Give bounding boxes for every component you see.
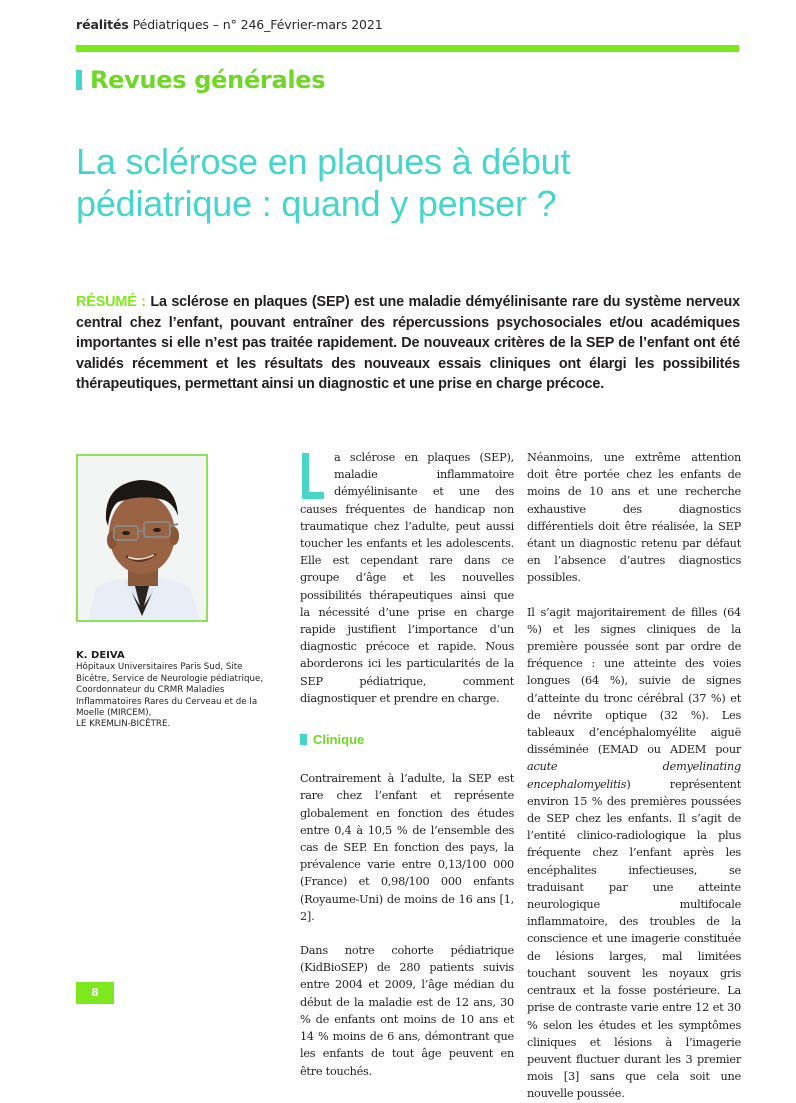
clinical-signs-italic: acute demyelinating encephalomyelitis [527, 760, 741, 791]
abstract-text: La sclérose en plaques (SEP) est une maladie démyélinisante rare du système nerveux central chez l’enfant, pouvant entraîner des répercussions psychosociales et/ou académiques importantes si elle n’est pas traitée rapidement. De nouveaux critères de la SEP de l’enfant ont été validés récemment et les résultats des nouveaux essais cliniques ont élargi les possibilités thérapeutiques, permettant ainsi un diagnostic et une prise en charge précoce. [76, 294, 740, 392]
subheading-marker [300, 734, 307, 745]
issue-info: Pédiatriques – n° 246_Février-mars 2021 [128, 17, 383, 32]
body-column-2 [527, 449, 741, 1103]
drop-cap [300, 453, 326, 499]
clinical-signs-text-a: Il s’agit majoritairement de filles (64 %) et les signes cliniques de la première poussée sont par ordre de fréquence : une atteinte des voies longues (64 %), suivie de signes d’atteinte du tronc cérébral (37 %) et de névrite optique (32 %). Les tableaux d’encéphalomyélite aiguë disséminée (EMAD ou ADEM pour [527, 605, 741, 757]
author-affiliation: Hôpitaux Universitaires Paris Sud, Site Bicêtre, Service de Neurologie pédiatrique, Coordonnateur du CRMR Maladies Inflammatoires Rares du Cerveau et de la Moelle (MIRCEM), [76, 662, 264, 719]
section-label: Revues générales [90, 66, 326, 94]
author-block [76, 650, 266, 731]
author-portrait-image [78, 456, 206, 620]
author-name: K. DEIVA [76, 650, 125, 661]
running-header [76, 17, 383, 32]
body-column-1 [300, 449, 514, 1080]
author-photo [76, 454, 208, 622]
header-rule [76, 45, 739, 52]
section-heading [76, 66, 325, 94]
section-marker [76, 70, 82, 90]
subheading-clinique [300, 731, 514, 748]
journal-name: réalités [76, 17, 129, 32]
article-title: La sclérose en plaques à début pédiatrique : quand y penser ? [76, 141, 571, 224]
author-city: LE KREMLIN-BICÊTRE. [76, 719, 171, 730]
abstract-label: RÉSUMÉ : [76, 294, 146, 310]
clinical-signs-text-b: ) représentent environ 15 % des premières poussées de SEP chez les enfants. Il s’agit de l’entité clinico-radiologique la plus fréquente chez l’enfant après les encéphalites infectieuses, se traduisant par une atteinte neurologique multifocale inflammatoire, des troubles de la conscience et une imagerie constituée de lésions larges, mal limitées touchant souvent les noyaux gris centraux et la fosse postérieure. La prise de contraste varie entre 12 et 30 % selon les études et les symptômes cliniques et lésions à l’imagerie peuvent fluctuer durant les 3 premier mois [3] sans que cela soit une nouvelle poussée. [527, 777, 741, 1101]
page-number: 8 [76, 982, 114, 1004]
intro-paragraph [300, 449, 514, 707]
abstract [76, 292, 740, 395]
drop-cap-foot [302, 492, 324, 499]
subheading-label: Clinique [313, 732, 365, 748]
paragraph-cohort: Dans notre cohorte pédiatrique (KidBioSEP) de 280 patients suivis entre 2004 et 2009, l’âge médian du début de la maladie est de 12 ans, 30 % de enfants ont moins de 10 ans et 14 % moins de 6 ans, démontrant que les enfants de tout âge peuvent en être touchés. [300, 944, 514, 1078]
paragraph-prevalence: Contrairement à l’adulte, la SEP est rare chez l’enfant et représente globalement en fonction des études entre 0,4 à 10,5 % de l’ensemble des cas de SEP. En fonction des pays, la prévalence varie entre 0,13/100 000 (France) et 0,98/100 000 enfants (Royaume-Uni) de moins de 16 ans [1, 2]. [300, 772, 514, 923]
paragraph-clinical-signs [527, 604, 741, 1103]
paragraph-attention: Néanmoins, une extrême attention doit être portée chez les enfants de moins de 10 ans et une recherche exhaustive des diagnostics différentiels doit être réalisée, la SEP étant un diagnostic retenu par défaut en l’absence d’autres diagnostics possibles. [527, 451, 741, 585]
intro-text: a sclérose en plaques (SEP), maladie inflammatoire démyélinisante et une des causes fréquentes de handicap non traumatique chez l’adulte, peut aussi toucher les enfants et les adolescents. Elle est cependant rare dans ce groupe d’âge et les nouvelles possibilités thérapeutiques ainsi que la nécessité d’une prise en charge rapide justifient l’importance d’un diagnostic précoce et rapide. Nous aborderons ici les particularités de la SEP pédiatrique, comment diagnostiquer et prendre en charge. [300, 451, 514, 705]
